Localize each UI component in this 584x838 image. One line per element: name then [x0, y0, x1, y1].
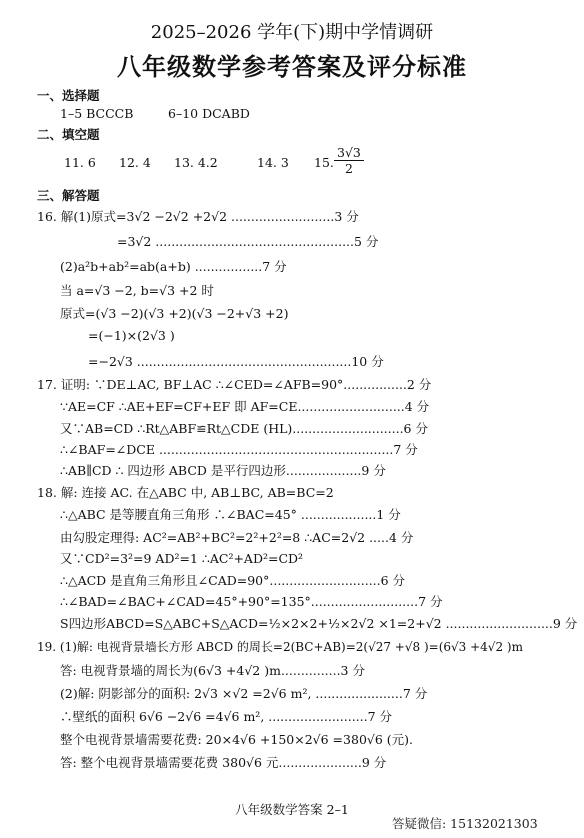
solution-line: ∴壁纸的面积 6√6 −2√6 =4√6 m², .........................7 分: [60, 709, 393, 724]
solution-line: ∵AE=CF ∴AE+EF=CF+EF 即 AF=CE...........................4 分: [60, 399, 430, 414]
fill-answer-14: 14. 3: [257, 155, 289, 170]
fill-answer-15-fraction: [334, 145, 364, 176]
choice-answers-6-10: 6–10 DCABD: [168, 106, 250, 121]
solution-line: 答: 电视背景墙的周长为(6√3 +4√2 )m...............3 分: [60, 663, 365, 678]
solution-line: 当 a=√3 −2, b=√3 +2 时: [60, 283, 214, 298]
section-heading-fill: 二、填空题: [37, 127, 100, 142]
solution-line: 又∵AB=CD ∴Rt△ABF≌Rt△CDE (HL)............................6 分: [60, 421, 428, 436]
solution-line: 16. 解(1)原式=3√2 −2√2 +2√2 ..........................3 分: [37, 209, 359, 224]
solution-line: 又∵CD²=3²=9 AD²=1 ∴AC²+AD²=CD²: [60, 551, 304, 566]
solution-line: 答: 整个电视背景墙需要花费 380√6 元.....................9 分: [60, 755, 387, 770]
solution-line: ∴∠BAD=∠BAC+∠CAD=45°+90°=135°...........................7 分: [60, 594, 443, 609]
fill-answer-15-label: 15.: [314, 155, 334, 170]
solution-line: 19. (1)解: 电视背景墙长方形 ABCD 的周长=2(BC+AB)=2(√27 +√8 )=(6√3 +4√2 )m: [37, 640, 523, 654]
section-heading-solve: 三、解答题: [37, 188, 100, 203]
solution-line: =3√2 ..................................................5 分: [117, 234, 379, 249]
fraction-denominator: 2: [344, 161, 353, 176]
fill-answer-12: 12. 4: [119, 155, 151, 170]
page-footer: 八年级数学答案 2–1: [235, 802, 349, 817]
solution-line: 17. 证明: ∵DE⊥AC, BF⊥AC ∴∠CED=∠AFB=90°................2 分: [37, 377, 432, 392]
solution-line: S四边形ABCD=S△ABC+S△ACD=½×2×2+½×2√2 ×1=2+√2 ...........................9 分: [60, 616, 578, 631]
solution-line: ∴△ABC 是等腰直角三角形 ∴∠BAC=45° ...................1 分: [60, 507, 401, 522]
fill-answer-13: 13. 4.2: [174, 155, 218, 170]
choice-answers-1-5: 1–5 BCCCB: [60, 106, 134, 121]
solution-line: 原式=(√3 −2)(√3 +2)(√3 −2+√3 +2): [60, 306, 289, 321]
fraction-numerator: 3√3: [334, 145, 364, 161]
solution-line: 整个电视背景墙需要花费: 20×4√6 +150×2√6 =380√6 (元).: [60, 732, 414, 747]
solution-line: (2)a²b+ab²=ab(a+b) .................7 分: [60, 259, 287, 274]
solution-line: (2)解: 阴影部分的面积: 2√3 ×√2 =2√6 m², ......................7 分: [60, 686, 428, 701]
solution-line: ∴AB∥CD ∴ 四边形 ABCD 是平行四边形...................9 分: [60, 463, 386, 478]
solution-line: =−2√3 ......................................................10 分: [88, 354, 384, 369]
solution-line: ∴∠BAF=∠DCE ...........................................................7 分: [60, 442, 418, 457]
fill-answer-11: 11. 6: [64, 155, 96, 170]
answer-key-title: 八年级数学参考答案及评分标准: [117, 53, 467, 81]
exam-title: 2025–2026 学年(下)期中学情调研: [150, 22, 434, 43]
solution-line: =(−1)×(2√3 ): [88, 328, 175, 343]
contact-info: 答疑微信: 15132021303: [392, 816, 538, 831]
solution-line: 由勾股定理得: AC²=AB²+BC²=2²+2²=8 ∴AC=2√2 .....4 分: [60, 530, 414, 545]
solution-line: 18. 解: 连接 AC. 在△ABC 中, AB⊥BC, AB=BC=2: [37, 485, 334, 500]
section-heading-choice: 一、选择题: [37, 88, 100, 103]
solution-line: ∴△ACD 是直角三角形且∠CAD=90°............................6 分: [60, 573, 406, 588]
